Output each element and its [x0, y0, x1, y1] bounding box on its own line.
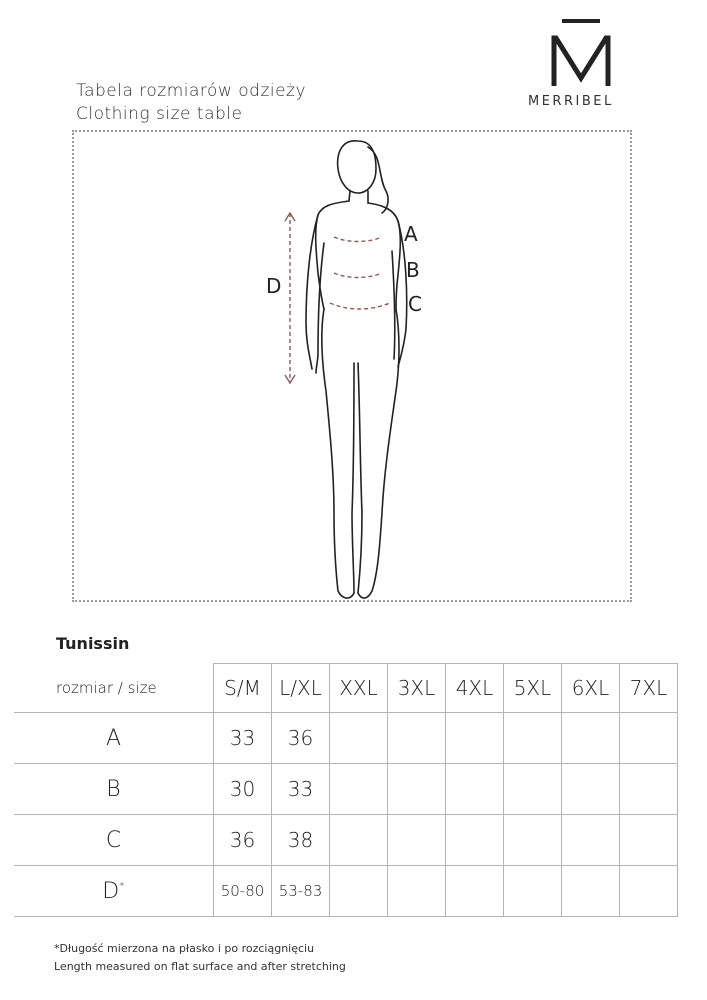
row-label-text: D — [102, 878, 120, 904]
table-cell: 53-83 — [272, 866, 330, 917]
size-table — [14, 663, 678, 917]
size-header: 3XL — [388, 664, 446, 713]
logo-bar — [562, 19, 600, 23]
table-cell: 33 — [214, 713, 272, 764]
size-header: L/XL — [272, 664, 330, 713]
table-cell — [446, 764, 504, 815]
table-cell — [330, 866, 388, 917]
product-name: Tunissin — [56, 634, 130, 653]
row-label: B — [14, 764, 214, 815]
table-cell — [562, 815, 620, 866]
table-cell: 30 — [214, 764, 272, 815]
table-cell — [504, 764, 562, 815]
table-row — [14, 866, 678, 917]
table-row — [14, 764, 678, 815]
table-cell — [620, 866, 678, 917]
table-cell — [504, 815, 562, 866]
row-label: A — [14, 713, 214, 764]
table-cell — [330, 764, 388, 815]
label-d: D — [266, 274, 282, 298]
table-header-row — [14, 664, 678, 713]
table-cell — [388, 815, 446, 866]
table-cell — [330, 815, 388, 866]
size-header: S/M — [214, 664, 272, 713]
table-cell — [388, 764, 446, 815]
table-cell — [388, 713, 446, 764]
table-cell: 38 — [272, 815, 330, 866]
table-cell — [504, 866, 562, 917]
brand-name: MERRIBEL — [528, 94, 614, 109]
table-cell — [446, 713, 504, 764]
table-cell — [562, 866, 620, 917]
table-cell: 36 — [214, 815, 272, 866]
size-header: 6XL — [562, 664, 620, 713]
table-cell: 33 — [272, 764, 330, 815]
size-header: XXL — [330, 664, 388, 713]
table-cell — [446, 866, 504, 917]
label-a: A — [404, 222, 418, 246]
table-row — [14, 713, 678, 764]
footnote-marker: * — [119, 879, 125, 893]
footnote-english: Length measured on flat surface and after stretching — [54, 960, 346, 973]
table-cell: 36 — [272, 713, 330, 764]
table-cell — [620, 815, 678, 866]
table-cell — [388, 866, 446, 917]
row-label: C — [14, 815, 214, 866]
size-header: 5XL — [504, 664, 562, 713]
table-cell — [330, 713, 388, 764]
body-figure-illustration — [250, 133, 450, 603]
label-c: C — [408, 292, 422, 316]
heading-polish: Tabela rozmiarów odzieży — [76, 81, 307, 101]
table-cell: 50-80 — [214, 866, 272, 917]
logo-m-icon — [548, 30, 614, 88]
table-cell — [562, 713, 620, 764]
table-cell — [562, 764, 620, 815]
table-cell — [620, 764, 678, 815]
table-cell — [504, 713, 562, 764]
table-cell — [446, 815, 504, 866]
footnote-polish: *Długość mierzona na płasko i po rozciągnięciu — [54, 942, 315, 955]
table-row — [14, 815, 678, 866]
size-header: 4XL — [446, 664, 504, 713]
label-b: B — [406, 258, 420, 282]
size-header: 7XL — [620, 664, 678, 713]
row-label-d — [14, 866, 214, 917]
heading-english: Clothing size table — [76, 104, 243, 124]
size-header-label: rozmiar / size — [14, 664, 214, 713]
table-cell — [620, 713, 678, 764]
